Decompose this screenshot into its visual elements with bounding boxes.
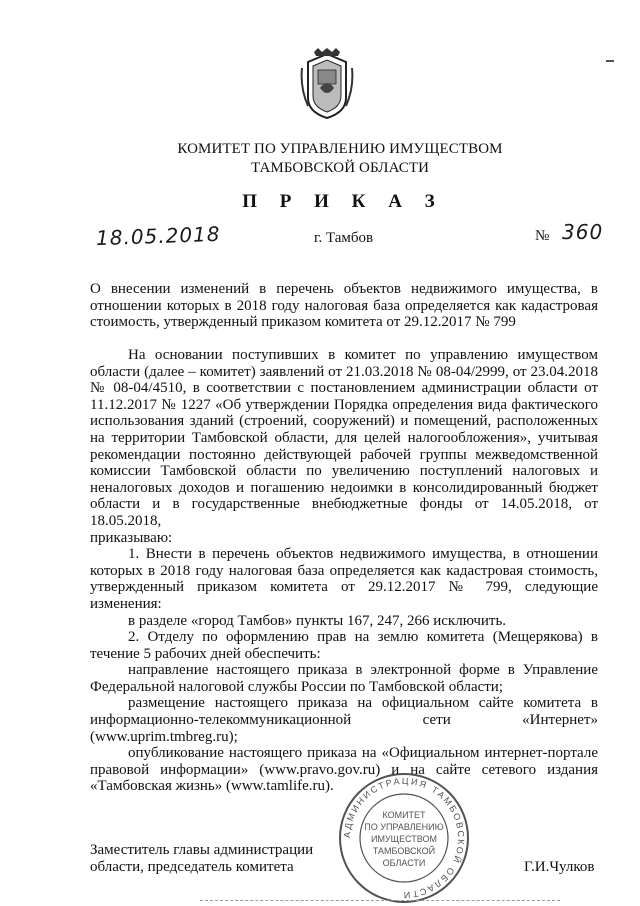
order-word: приказываю: bbox=[90, 529, 173, 546]
stamp-line-2: ПО УПРАВЛЕНИЮ bbox=[364, 822, 444, 832]
stamp-ring-text: АДМИНИСТРАЦИЯ ТАМБОВСКОЙ ОБЛАСТИ bbox=[341, 775, 467, 901]
stamp-line-5: ОБЛАСТИ bbox=[382, 858, 426, 868]
signatory-position-line2: области, председатель комитета bbox=[90, 859, 294, 875]
preamble-paragraph: На основании поступивших в комитет по управлению имуществом области (далее – комитет) заявлений от 21.03.2018 № 08-04/2999, от 23.04.2018 № 08-04/4510, в соответствии с постановлением администрации области от 11.12.2017 № 1227 «Об утверждении Порядка определения вида фактического использования зданий (строений, сооружений) и помещений, расположенных на территории Тамбовской области, для целей налогообложения», учитывая рекомендации постоянно действующей рабочей группы межведомственной комиссии Тамбовской области по увеличению поступлений налоговых и неналоговых доходов и погашению недоимки в консолидированный бюджет области и в государственные внебюджетные фонды от 14.05.2018, от 18.05.2018, bbox=[90, 347, 598, 529]
scan-edge-line bbox=[200, 900, 560, 902]
document-subject: О внесении изменений в перечень объектов недвижимого имущества, в отношении которых в 2018 году налоговая база определяется как кадастровая стоимость, утвержденный приказом комитета от 29.12.2017 № 799 bbox=[90, 281, 598, 331]
item-2b-paragraph: размещение настоящего приказа на официальном сайте комитета в информационно-телекоммуникационной сети «Интернет» (www.uprim.tmbreg.ru); bbox=[90, 695, 598, 745]
document-city: г. Тамбов bbox=[314, 230, 374, 246]
document-type-title: П Р И К А З bbox=[242, 191, 444, 212]
document-date: 18.05.2018 bbox=[95, 221, 221, 251]
stamp-line-1: КОМИТЕТ bbox=[382, 810, 426, 820]
signatory-name: Г.И.Чулков bbox=[524, 859, 595, 875]
document-number-label: № bbox=[535, 228, 550, 244]
document-body bbox=[90, 347, 598, 795]
official-stamp bbox=[336, 770, 472, 906]
item-2c-paragraph: опубликование настоящего приказа на «Официальном интернет-портале правовой информации» (www.pravo.gov.ru) и на сайте сетевого издания «Тамбовская жизнь» (www.tamlife.ru). bbox=[90, 745, 598, 795]
document-number: 360 bbox=[562, 220, 604, 244]
organization-name-line1: КОМИТЕТ ПО УПРАВЛЕНИЮ ИМУЩЕСТВОМ bbox=[177, 141, 503, 157]
item-1-detail: в разделе «город Тамбов» пункты 167, 247, 266 исключить. bbox=[128, 612, 507, 629]
item-2a-paragraph: направление настоящего приказа в электронной форме в Управление Федеральной налоговой службы России по Тамбовской области; bbox=[90, 662, 598, 695]
item-2-paragraph: 2. Отделу по оформлению прав на землю комитета (Мещерякова) в течение 5 рабочих дней обеспечить: bbox=[90, 629, 598, 662]
coat-of-arms-icon bbox=[300, 48, 354, 120]
signatory-position bbox=[90, 842, 313, 876]
scan-mark bbox=[606, 60, 614, 62]
item-1-paragraph: 1. Внести в перечень объектов недвижимого имущества, в отношении которых в 2018 году налоговая база определяется как кадастровая стоимость, утвержденный приказом комитета от 29.12.2017 № 799, следующие изменения: bbox=[90, 546, 598, 612]
stamp-line-4: ТАМБОВСКОЙ bbox=[372, 846, 436, 856]
organization-name-line2: ТАМБОВСКОЙ ОБЛАСТИ bbox=[250, 160, 430, 176]
stamp-line-3: ИМУЩЕСТВОМ bbox=[370, 834, 438, 844]
signatory-position-line1: Заместитель главы администрации bbox=[90, 842, 314, 858]
